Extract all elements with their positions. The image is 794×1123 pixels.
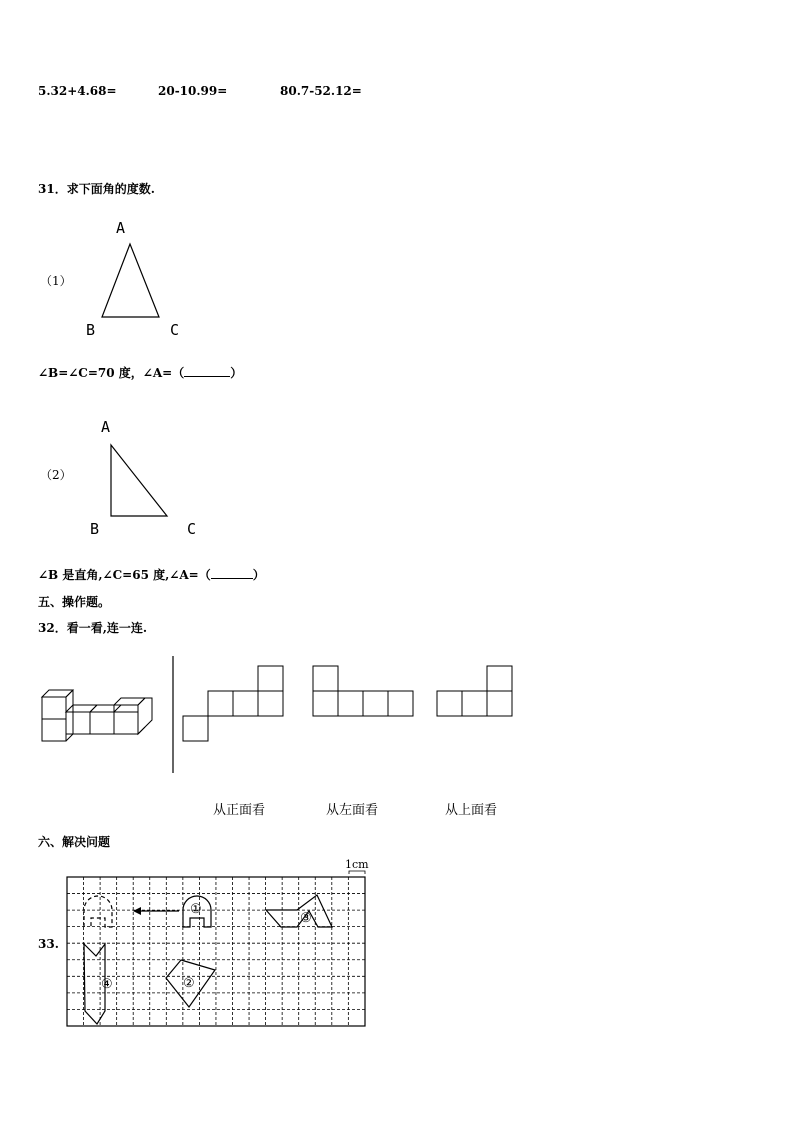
calc-item-2: 20-10.99=	[158, 84, 228, 98]
calc-item-3: 80.7-52.12=	[280, 84, 362, 98]
q31-part1-label: （1）	[40, 274, 72, 288]
q31-title: 31．求下面角的度数.	[38, 182, 155, 196]
q32-title: 32．看一看,连一连.	[38, 621, 148, 635]
q32-view-label-front: 从正面看	[213, 803, 266, 818]
shape-label-1: ①	[190, 902, 202, 917]
shape-label-2: ②	[183, 976, 195, 991]
q31-part1-close: ）	[230, 366, 243, 380]
calc-item-1: 5.32+4.68=	[38, 84, 117, 98]
q31-part2-vertex-b: B	[90, 520, 100, 538]
q31-part2-vertex-c: C	[187, 520, 197, 538]
q33-grid	[67, 877, 365, 1026]
q31-part1-condition: ∠B=∠C=70 度，∠A=（	[38, 366, 185, 380]
q31-part2-close: ）	[252, 568, 265, 582]
q32-view-label-left: 从左面看	[326, 803, 379, 818]
q33-number: 33.	[38, 937, 59, 951]
q31-part1-vertex-a: A	[116, 219, 126, 237]
q31-part2-condition: ∠B 是直角,∠C=65 度,∠A=（	[38, 568, 211, 582]
shape-label-4: ④	[101, 977, 113, 992]
q31-part1-vertex-c: C	[170, 321, 180, 339]
q32-view-label-top: 从上面看	[445, 803, 498, 818]
shape-1-translated	[84, 896, 112, 927]
q31-part2-vertex-a: A	[101, 418, 111, 436]
q33-scale-label: 1cm	[345, 858, 369, 871]
section5-heading: 五、操作题。	[38, 595, 111, 609]
q31-part1-vertex-b: B	[86, 321, 96, 339]
shape-label-3: ③	[300, 911, 312, 926]
q31-part2-label: （2）	[40, 468, 72, 482]
section6-heading: 六、解决问题	[38, 835, 111, 849]
